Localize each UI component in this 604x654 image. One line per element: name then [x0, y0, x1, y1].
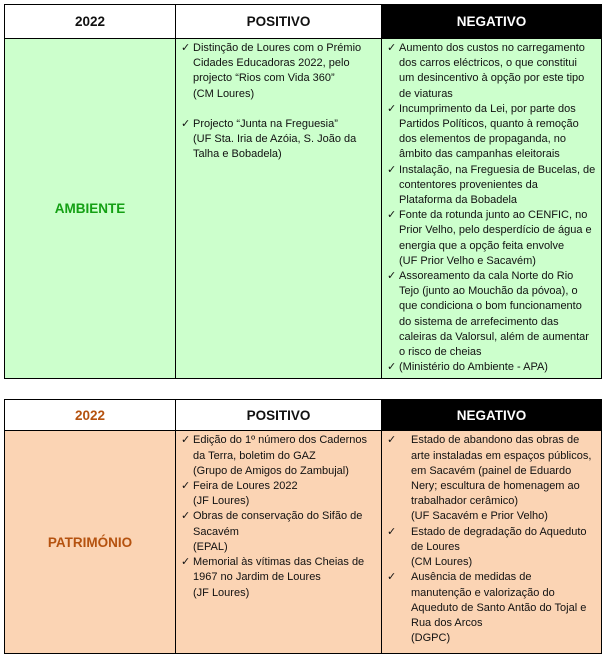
text-line: Partidos Políticos, quanto à remoção — [399, 118, 579, 131]
text-line: energia que a opção feita envolve — [399, 239, 565, 252]
item-text — [193, 509, 362, 555]
check-icon: ✓ — [387, 270, 397, 283]
list-item — [387, 41, 599, 102]
text-line: Nery; escultura de homenagem ao — [411, 480, 580, 493]
list-item — [181, 41, 379, 102]
text-line: Feira de Loures 2022 — [193, 480, 298, 493]
text-line: Obras de conservação do Sifão de — [193, 510, 363, 523]
text-line: Distinção de Loures com o Prémio — [193, 42, 362, 54]
item-text — [193, 555, 364, 601]
check-icon: ✓ — [387, 163, 397, 176]
text-line: (UF Prior Velho e Sacavém) — [399, 254, 536, 267]
category-label: PATRIMÓNIO — [5, 431, 176, 654]
check-icon: ✓ — [181, 117, 191, 130]
list-item — [181, 555, 379, 601]
text-line: Edição do 1º número dos Cadernos — [193, 434, 368, 447]
list-item — [387, 570, 599, 646]
list-item — [181, 509, 379, 555]
text-line: Aqueduto de Santo Antão do Tojal e — [411, 601, 587, 614]
item-text — [399, 208, 592, 269]
text-line: contentores provenientes da — [399, 178, 538, 191]
item-text — [193, 117, 356, 163]
text-line: (UF Sta. Iria de Azóia, S. João da — [193, 133, 357, 146]
text-line: (CM Loures) — [193, 87, 255, 100]
ambiente-table — [4, 4, 602, 379]
positive-cell — [176, 39, 382, 379]
item-text — [399, 102, 579, 163]
text-line: Plataforma da Bobadela — [399, 194, 518, 207]
text-line: trabalhador cerâmico) — [411, 495, 518, 508]
list-item — [387, 163, 599, 209]
category-label: AMBIENTE — [5, 39, 176, 379]
negative-header: NEGATIVO — [382, 5, 602, 39]
text-line: (CM Loures) — [411, 556, 473, 569]
check-icon: ✓ — [387, 525, 397, 538]
text-line: projecto “Rios com Vida 360” — [193, 72, 335, 85]
text-line: Memorial às vítimas das Cheias de — [193, 556, 365, 569]
item-text — [411, 433, 591, 524]
item-text — [399, 269, 589, 360]
text-line: Assoreamento da cala Norte do Rio — [399, 270, 574, 283]
text-line: arte instaladas em espaços públicos, — [411, 449, 592, 462]
text-line: Instalação, na Freguesia de Bucelas, de — [399, 163, 596, 176]
text-line: (UF Sacavém e Prior Velho) — [411, 510, 548, 523]
item-text — [193, 41, 361, 102]
text-line: Sacavém — [193, 525, 239, 538]
text-line: do sistema de arrefecimento das — [399, 315, 559, 328]
patrimonio-table — [4, 399, 602, 654]
negative-cell — [382, 39, 602, 379]
check-icon: ✓ — [387, 434, 397, 447]
text-line: Projecto “Junta na Freguesia” — [193, 117, 338, 130]
text-line: Tejo (junto ao Mouchão da póvoa), o — [399, 285, 578, 298]
text-line: (JF Loures) — [193, 495, 250, 508]
text-line: Aumento dos custos no carregamento — [399, 42, 585, 54]
list-item — [387, 102, 599, 163]
text-line: de viaturas — [399, 87, 453, 100]
check-icon: ✓ — [387, 209, 397, 222]
text-line: dos elementos de propaganda, no — [399, 133, 566, 146]
text-line: Estado de abandono das obras de — [411, 434, 580, 447]
text-line: manutenção e valorização do — [411, 586, 555, 599]
text-line: 1967 no Jardim de Loures — [193, 571, 321, 584]
text-line: de Loures — [411, 540, 460, 553]
negative-cell — [382, 431, 602, 654]
year-header: 2022 — [5, 5, 176, 39]
text-line: (Grupo de Amigos do Zambujal) — [193, 464, 349, 477]
check-icon: ✓ — [181, 480, 191, 493]
item-text — [193, 479, 298, 509]
list-item — [387, 360, 599, 375]
item-text — [411, 570, 586, 646]
list-item — [181, 433, 379, 479]
list-item — [387, 269, 599, 360]
text-line: o risco de cheias — [399, 346, 482, 359]
year-header: 2022 — [5, 400, 176, 431]
spacer — [181, 102, 379, 117]
text-line: Ausência de medidas de — [411, 571, 532, 584]
list-item — [387, 208, 599, 269]
check-icon: ✓ — [387, 361, 397, 374]
text-line: Cidades Educadoras 2022, pelo — [193, 57, 350, 70]
list-item — [387, 433, 599, 524]
list-item — [181, 479, 379, 509]
item-text — [193, 433, 367, 479]
check-icon: ✓ — [387, 42, 397, 54]
text-line: (Ministério do Ambiente - APA) — [399, 361, 548, 374]
check-icon: ✓ — [181, 434, 191, 447]
text-line: um desincentivo à opção por este tipo — [399, 72, 585, 85]
item-text — [411, 525, 587, 571]
text-line: que condiciona o bom funcionamento — [399, 300, 582, 313]
check-icon: ✓ — [387, 102, 397, 115]
text-line: da Terra, boletim do GAZ — [193, 449, 316, 462]
text-line: Talha e Bobadela) — [193, 148, 282, 161]
item-text — [399, 163, 595, 209]
text-line: (EPAL) — [193, 540, 228, 553]
text-line: (JF Loures) — [193, 586, 250, 599]
text-line: (DGPC) — [411, 632, 451, 645]
list-item — [387, 525, 599, 571]
text-line: em Sacavém (painel de Eduardo — [411, 464, 572, 477]
text-line: caleiras da Valorsul, além de aumentar — [399, 330, 589, 343]
text-line: âmbito das campanhas eleitorais — [399, 148, 560, 161]
positive-cell — [176, 431, 382, 654]
check-icon: ✓ — [387, 571, 397, 584]
text-line: Estado de degradação do Aqueduto — [411, 525, 587, 538]
text-line: Prior Velho, pelo desperdício de água e — [399, 224, 592, 237]
text-line: Incumprimento da Lei, por parte dos — [399, 102, 576, 115]
text-line: Fonte da rotunda junto ao CENFIC, no — [399, 209, 588, 222]
item-text — [399, 41, 585, 102]
item-text — [399, 360, 548, 375]
positive-header: POSITIVO — [176, 5, 382, 39]
check-icon: ✓ — [181, 556, 191, 569]
text-line: Rua dos Arcos — [411, 616, 483, 629]
check-icon: ✓ — [181, 42, 191, 54]
positive-header: POSITIVO — [176, 400, 382, 431]
negative-header: NEGATIVO — [382, 400, 602, 431]
check-icon: ✓ — [181, 510, 191, 523]
text-line: dos carros eléctricos, o que constitui — [399, 57, 577, 70]
list-item — [181, 117, 379, 163]
